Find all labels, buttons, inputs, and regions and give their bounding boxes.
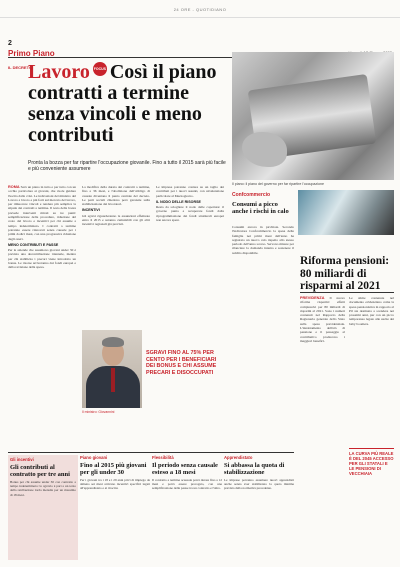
masthead: 24 ORE - QUOTIDIANO [0,0,400,18]
column-text: Sarà un piano in tutto e per tutto con un occhio particolare ai giovani, che vuole guidare l'uscita dalla crisi. Le indicazioni del ministro del Lavoro a lavoro e più forti sul mercato del lavoro, per rimuovere vincoli e rendere più semplice la stipula dei contratti a termine. Il testo della bozza prevede interventi mirati su tre punti: semplificazione delle procedure, riduzione del costo del lavoro e incentivi per chi assume a tempo indeterminato. I contratti a termine potranno essere rinnovati senza causale per i primi dodici mesi, con una progressiva riduzione degli oneri. [8,185,76,241]
bottom-text: Per i giovani tra i 18 e i 29 anni privi di impiego da almeno sei mesi arrivano incentivi specifici legati all'apprendistato e ai tirocini. [80,478,150,491]
bottom-box-piano-giovani [80,455,150,560]
article-column-2 [82,185,150,325]
minister-portrait [82,330,142,408]
divider [8,452,294,453]
column-text: Il nuovo riforma risparmi: effetti complessivi per 80 miliardi di risparmi al 2021. Sono i numeri contenuti nel Rapporto della Ragioneria generale dello Stato sulla spesa previdenziale. L'innalzamento dell'età di pensione e il passaggio al contributivo producono i maggiori benefici. [300,296,345,343]
article-column-3 [156,185,224,325]
pull-quote: SGRAVI FINO AL 75% PER CENTO PER I BENEFICIARI DEI BONUS E CHI ASSUME PRECARI E DISOCCUPATI [146,350,217,376]
confcommercio-headline: Consumi a picco anche i rischi in calo [232,201,289,216]
column-text: Le imprese potranno contare su un taglio dei contributi per i nuovi assunti, con un'attenzione particolare al Mezzogiorno. [156,185,224,198]
industrial-photo [232,52,394,180]
column-subhead: INCENTIVI [82,208,100,213]
kicker-label: IL DECRETO [8,65,33,70]
column-text: La modifica della durata dei contratti a termine, fino a 36 mesi, e l'abolizione dell'obbligo di causale diventano il punto centrale del decreto. Le parti sociali chiedono però garanzie sulla stabilizzazione dei lavoratori. [82,185,150,207]
bottom-text: Bonus per chi assume under 30 con contratto a tempo indeterminato: lo sgravio è pari a un terzo della retribuzione lorda mensile per un massimo di 18 mesi. [10,480,76,497]
bottom-label: Apprendistato [224,455,253,460]
photo-caption: Il piano: il piano del governo per far ripartire l'occupazione [232,182,324,186]
deck: Pronta la bozza per far ripartire l'occupazione giovanile. Fino a tutto il 2015 sarà più facile e più conveniente assumere [28,160,226,172]
pensions-box: LA CURVA PIÙ REALE È DEL 2045 ACCESSO PER GLI STATALI E LE PENSIONI DI VECCHIAIA [349,448,394,476]
bottom-box-flessibilita [152,455,222,560]
bottom-text: Il contratto a termine acausale potrà durare fino a 12 mesi e potrà essere prorogato, con una semplificazione delle pause tra un contratto e l'altro. [152,478,222,491]
portrait-caption: Il ministro: Giovannini [82,410,115,414]
pensions-column-left [300,296,345,496]
dateline: ROMA [8,185,20,189]
main-headline [28,62,218,146]
pensions-label: PREVIDENZA [300,296,325,300]
portrait-hair [102,337,124,347]
pensions-headline: Riforma pensioni: 80 miliardi di risparmi al 2021 [300,255,390,292]
column-text: Per le aziende che assumono giovani under 30 è prevista una decontribuzione triennale, mentre per chi stabilizza i precari viene introdotto un bonus. Le risorse arriveranno dai fondi europei e dalla revisione della spesa. [8,248,76,270]
divider [300,292,394,293]
bottom-label: Flessibilità [152,455,174,460]
column-text: Resta da sciogliere il nodo delle coperture: il governo punta a recuperare fondi dalla riprogrammazione dei fondi strutturali europei non ancora spesi. [156,205,224,223]
column-text: Gli sgravi riguarderanno le assunzioni effettuate entro il 2015 e saranno cumulabili con gli altri incentivi regionali già previsti. [82,213,150,227]
column-subhead: MENO CONTRIBUTI E PASSE [8,242,59,247]
bottom-title: Il periodo senza causale esteso a 18 mesi [152,462,218,476]
section-name: Primo Piano [8,49,55,58]
bottom-box-apprendistato [224,455,294,560]
bottom-title: Gli contributi al contratto per tre anni [10,464,70,478]
portrait-tie [111,368,115,392]
headline-red-word: Lavoro [28,61,90,83]
confcommercio-text: Consumi ancora in picchiata. Secondo l'indicatore Confcommercio la spesa delle famiglie nei primi mesi dell'anno ha registrato un nuovo calo rispetto allo stesso periodo dell'anno scorso. Servono misure per rilanciare la domanda interna e sostenere il reddito disponibile. [232,225,294,255]
phone-photo [298,190,394,235]
confcommercio-label: Confcommercio [232,192,271,198]
bottom-label: Gli incentivi [10,457,34,462]
bottom-label: Piano giovani [80,455,108,460]
column-subhead: IL NODO DELLE RISORSE [156,199,201,204]
page-number: 2 [8,40,12,47]
glove-shape [242,132,287,167]
focus-badge: FOCUS [93,62,107,76]
headline-text: Così il piano contratti a termine senza vincoli e meno contributi [28,61,217,146]
bottom-box-incentivi [8,455,78,560]
bottom-title: Fino al 2015 più giovani per gli under 30 [80,462,147,476]
bottom-text: Le imprese potranno assumere nuovi apprendisti anche senza aver stabilizzato la quota minima prevista dalla normativa precedente. [224,478,294,491]
bottom-title: Si abbassa la quota di stabilizzazione [224,462,285,476]
pensions-column-right: Le stime contenute nel documento evidenziano come la spesa pensionistica in rapporto al Pil sia destinata a scendere nei prossimi anni, pur con un picco temporaneo legato alle uscite dei baby boomers. [349,296,394,326]
